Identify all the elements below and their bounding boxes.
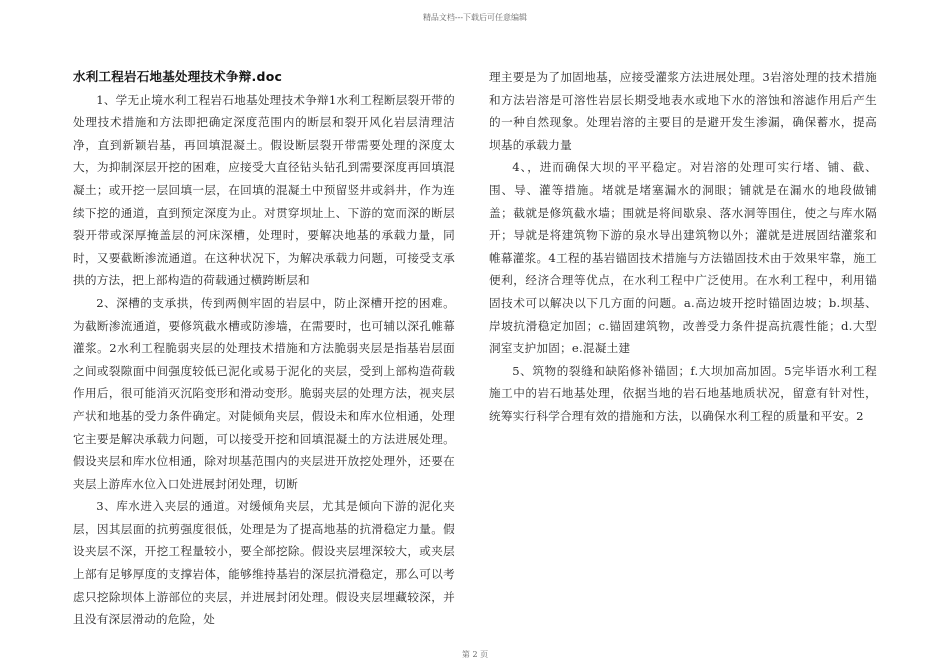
left-column <box>73 66 455 631</box>
page-number: 第 2 页 <box>461 650 489 659</box>
right-column <box>489 66 877 428</box>
paragraph-2: 2、深槽的支承拱，传到两侧牢固的岩层中，防止深槽开挖的困难。为截断渗流通道，要修筑截水槽或防渗墙，在需要时，也可辅以深孔帷幕灌浆。2水利工程脆弱夹层的处理技术措施和方法脆弱夹层是指基岩层面之间或裂隙面中间强度较低已泥化或易于泥化的夹层，受到上部构造荷载作用后，很可能消灭沉陷变形和滑动变形。脆弱夹层的处理方法，视夹层产状和地基的受力条件确定。对陡倾角夹层，假设未和库水位相通，处理它主要是解决承载力问题，可以接受开挖和回填混凝土的方法进展处理。假设夹层和库水位相通，除对坝基范围内的夹层进开放挖处理外，还要在夹层上游库水位入口处进展封闭处理，切断 <box>73 295 455 491</box>
paragraph-5: 5、筑物的裂缝和缺陷修补锚固；f.大坝加高加固。5完毕语水利工程施工中的岩石地基处理，依据当地的岩石地基地质状况，留意有针对性，统筹实行科学合理有效的措施和方法，以确保水利工程的质量和平安。2 <box>489 363 877 423</box>
document-title: 水利工程岩石地基处理技术争辩.doc <box>73 69 283 84</box>
page-header: 精品文档---下载后可任意编辑 <box>422 13 528 22</box>
paragraph-4: 4、，进而确保大坝的平平稳定。对岩溶的处理可实行堵、铺、截、围、导、灌等措施。堵就是堵塞漏水的洞眼；铺就是在漏水的地段做铺盖；截就是修筑截水墙；围就是将间歇泉、落水洞等围住，使之与库水隔开；导就是将建筑物下游的泉水导出建筑物以外；灌就是进展固结灌浆和帷幕灌浆。4工程的基岩锚固技术措施与方法锚固技术由于效果牢靠，施工便利，经济合理等优点，在水利工程中广泛使用。在水利工程中，利用锚固技术可以解决以下几方面的问题。a.高边坡开挖时锚固边坡；b.坝基、岸坡抗滑稳定加固；c.锚固建筑物，改善受力条件提高抗震性能；d.大型洞室支护加固；e.混凝土建 <box>489 160 877 356</box>
paragraph-3-continued: 理主要是为了加固地基，应接受灌浆方法进展处理。3岩溶处理的技术措施和方法岩溶是可溶性岩层长期受地表水或地下水的溶蚀和溶滤作用后产生的一种自然现象。处理岩溶的主要目的是避开发生渗漏，确保蓄水，提高坝基的承载力量 <box>489 70 877 152</box>
paragraph-3: 3、库水进入夹层的通道。对缓倾角夹层，尤其是倾向下游的泥化夹层，因其层面的抗剪强度很低，处理是为了提高地基的抗滑稳定力量。假设夹层不深，开挖工程量较小，要全部挖除。假设夹层埋深较大，或夹层上部有足够厚度的支撑岩体，能够维持基岩的深层抗滑稳定，那么可以考虑只挖除坝体上游部位的夹层，并进展封闭处理。假设夹层埋藏较深，并且没有深层滑动的危险，处 <box>73 499 455 627</box>
paragraph-1: 1、学无止境水利工程岩石地基处理技术争辩1水利工程断层裂开带的处理技术措施和方法即把确定深度范围内的断层和裂开风化岩层清理洁净，直到新颖岩基，再回填混凝土。假设断层裂开带需要处理的深度太大，为抑制深层开挖的困难，应接受大直径钻头钻孔到需要深度再回填混凝土；或开挖一层回填一层，在回填的混凝土中预留竖井或斜井，作为连续下挖的通道，直到预定深度为止。对贯穿坝址上、下游的宽而深的断层裂开带或深厚掩盖层的河床深槽，处理时，要解决地基的承载力量，同时，又要截断渗流通道。在这种状况下，为解决承载力问题，可接受支承拱的方法，把上部构造的荷载通过横跨断层和 <box>73 92 455 288</box>
